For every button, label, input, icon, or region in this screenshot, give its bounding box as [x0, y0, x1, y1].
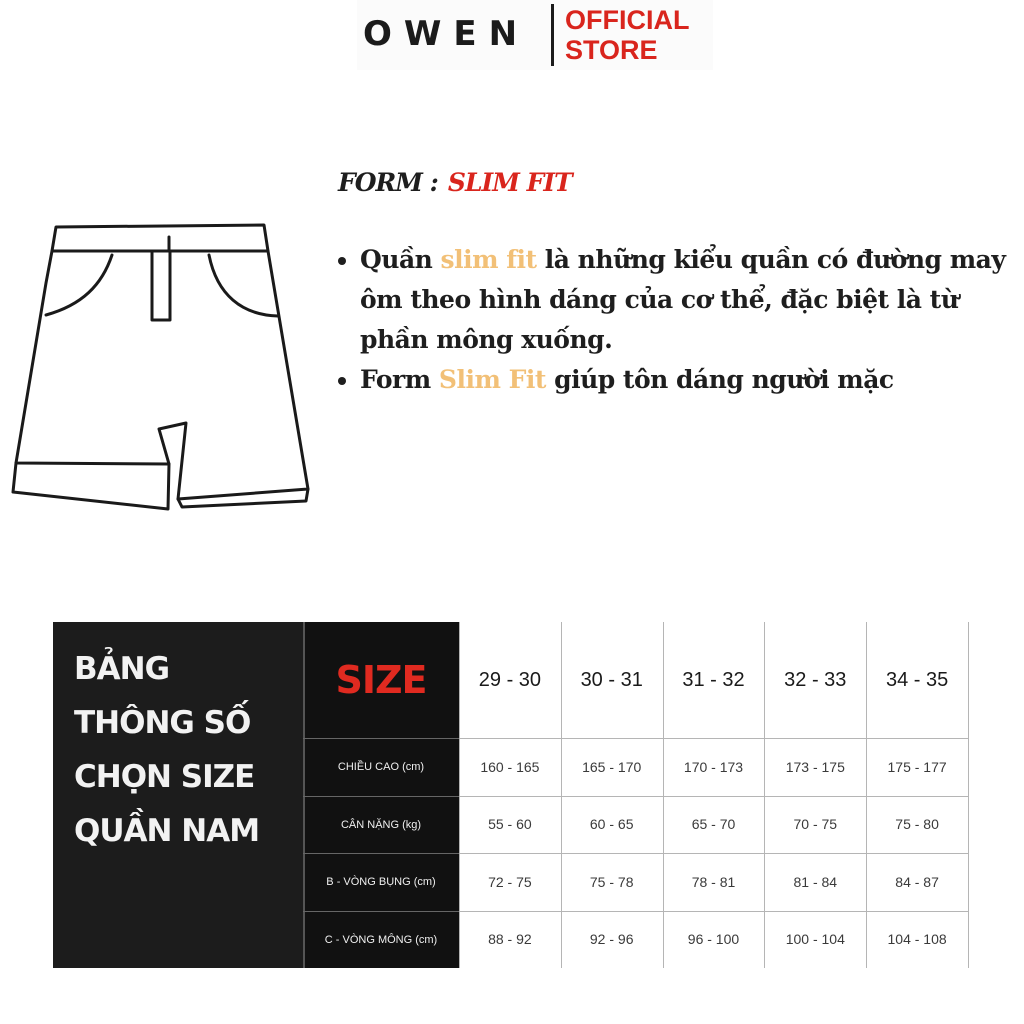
row-label: B - VÒNG BỤNG (cm)	[303, 853, 459, 911]
table-cell: 160 - 165	[480, 758, 540, 775]
table-cell: 81 - 84	[793, 873, 838, 890]
form-description-list	[330, 240, 1024, 400]
row-label: CHIỀU CAO (cm)	[303, 738, 459, 796]
highlight-text: Slim Fit	[438, 365, 546, 394]
table-cell: 78 - 81	[691, 873, 736, 890]
table-cell: 70 - 75	[793, 816, 838, 833]
table-cell: 170 - 173	[683, 758, 744, 775]
brand-name: OWEN	[363, 14, 530, 54]
official-line: OFFICIAL	[565, 5, 690, 35]
size-table-title: BẢNG THÔNG SỐ CHỌN SIZE QUẦN NAM	[74, 651, 260, 849]
form-heading	[338, 168, 572, 197]
table-cell: 173 - 175	[785, 758, 845, 775]
table-cell: 60 - 65	[589, 816, 634, 833]
official-store-label	[565, 5, 689, 65]
table-cell: 88 - 92	[488, 931, 532, 948]
size-table-title-panel	[53, 622, 303, 968]
table-cell: 55 - 60	[488, 816, 532, 833]
table-cell: 104 - 108	[887, 931, 947, 948]
row-label: C - VÒNG MÔNG (cm)	[303, 911, 459, 969]
highlight-text: slim fit	[440, 245, 537, 274]
size-column-header: 32 - 33	[784, 668, 847, 691]
row-label: CÂN NẶNG (kg)	[303, 796, 459, 854]
table-cell: 72 - 75	[488, 873, 532, 890]
table-cell: 96 - 100	[687, 931, 740, 948]
table-cell: 165 - 170	[582, 758, 642, 775]
table-cell: 84 - 87	[895, 873, 939, 890]
shorts-illustration-icon	[2, 215, 312, 515]
grid-vline	[968, 622, 969, 968]
table-cell: 65 - 70	[691, 816, 736, 833]
size-column-header: 29 - 30	[478, 668, 542, 691]
form-value: SLIM FIT	[447, 168, 572, 197]
table-cell: 75 - 80	[895, 816, 939, 833]
table-cell: 92 - 96	[589, 931, 634, 948]
table-cell: 75 - 78	[589, 873, 634, 890]
size-table	[53, 622, 968, 968]
brand-logo	[357, 0, 713, 70]
list-item: • Quần slim fit là những kiểu quần có đường may ôm theo hình dáng của cơ thể, đặc biệt là từ phần mông xuống.	[360, 240, 1024, 360]
size-column-header: 34 - 35	[885, 668, 949, 691]
size-label: SIZE	[335, 658, 427, 702]
list-item: • Form Slim Fit giúp tôn dáng người mặc	[360, 360, 1024, 400]
table-cell: 100 - 104	[785, 931, 845, 948]
size-header-cell	[303, 622, 459, 738]
table-cell: 175 - 177	[887, 758, 947, 775]
logo-divider	[551, 4, 554, 66]
size-column-header: 31 - 32	[682, 668, 745, 691]
size-column-header: 30 - 31	[580, 668, 643, 691]
form-label: FORM :	[338, 168, 438, 197]
store-line: STORE	[565, 35, 658, 65]
